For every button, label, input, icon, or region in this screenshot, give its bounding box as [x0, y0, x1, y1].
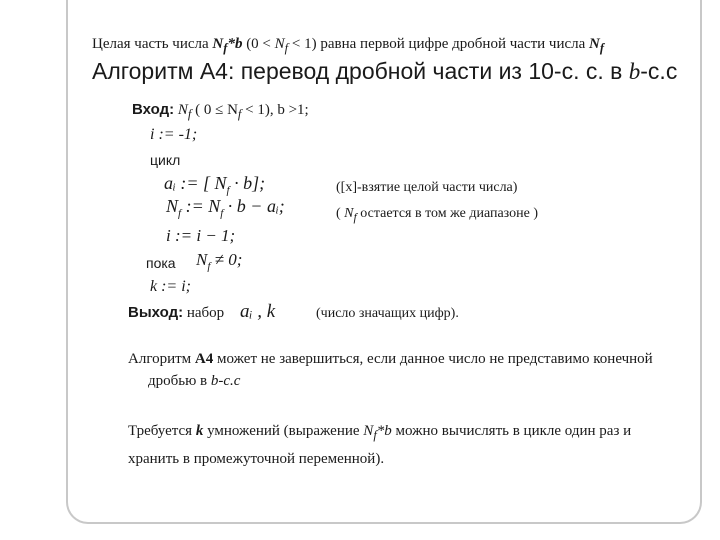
step-digit-comment: ([x]-взятие целой части числа)	[336, 180, 518, 195]
note-termination-line2: дробью в b-с.с	[148, 373, 241, 389]
algorithm-init: i := -1;	[150, 126, 198, 143]
assign-k: k := i;	[150, 278, 191, 295]
note-multiplications-line1: Требуется k умножений (выражение $N_f*b$ можно вычислять в цикле один раз и	[128, 423, 632, 442]
output-comment: (число значащих цифр).	[316, 306, 459, 321]
algorithm-output: Выход: набор	[128, 304, 225, 321]
while-label: пока	[146, 255, 176, 271]
slide-title: Алгоритм A4: перевод дробной части из 10-с. с. в b-с.с	[92, 58, 678, 84]
step-fraction-update: $N_f$ := $N_f \cdot b$ − aᵢ;	[166, 196, 285, 220]
step-digit-extract: aᵢ := [ $N_f \cdot b$];	[164, 173, 266, 197]
step-index-decrement: i := i − 1;	[166, 226, 236, 245]
loop-label: цикл	[150, 152, 181, 168]
algorithm-input: Вход: $N_f$ ( $0 \le N_f < 1$), b >1;	[132, 101, 309, 121]
note-multiplications-line2: хранить в промежуточной переменной).	[128, 451, 385, 467]
step-fraction-comment: ( $N_f$ остается в том же диапазоне )	[336, 206, 538, 224]
while-condition: $N_f \ne 0$;	[196, 250, 243, 273]
output-value: aᵢ , k	[240, 301, 276, 322]
note-termination-line1: Алгоритм A4 может не завершиться, если данное число не представимо конечной	[128, 351, 653, 367]
slide-subtitle: Целая часть числа $N_f*b$ $(0 < N_f < 1)$ равна первой цифре дробной части числа $N_f$	[92, 36, 605, 55]
